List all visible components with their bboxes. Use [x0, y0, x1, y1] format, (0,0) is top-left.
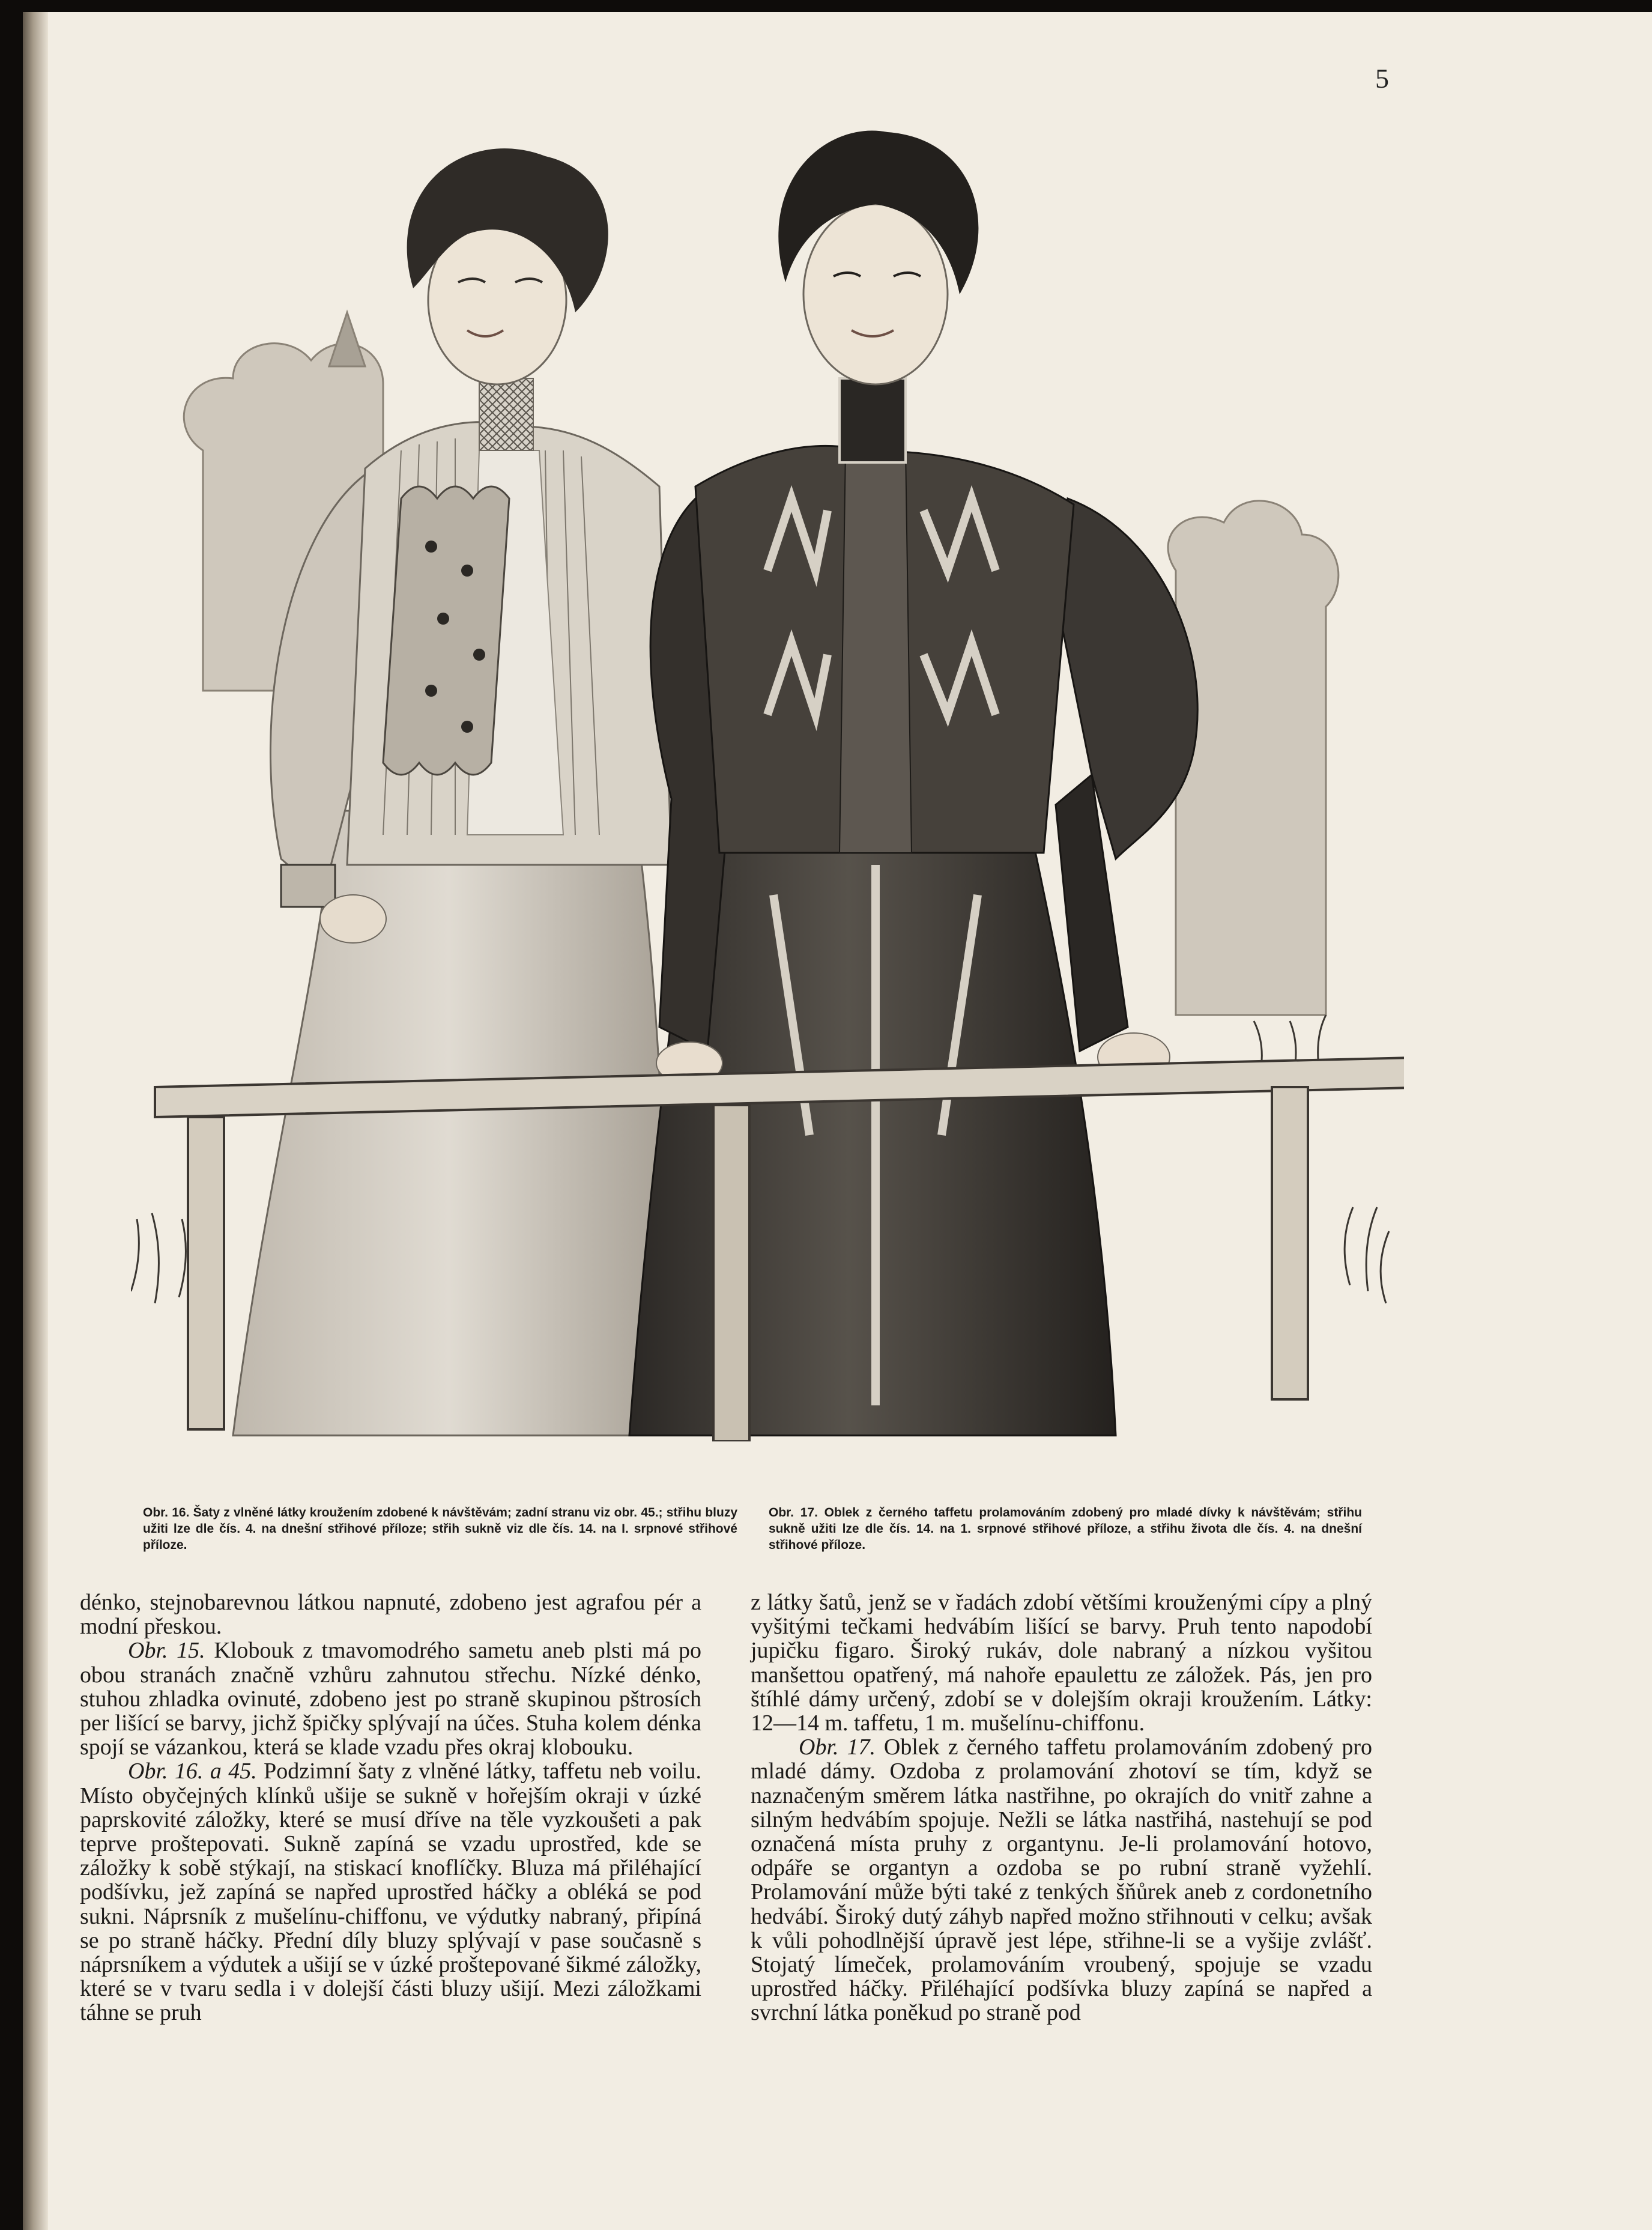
paragraph: Obr. 17. Oblek z černého taffetu prolamováním zdobený pro mladé dámy. Ozdoba z prolamování zhotoví se tím, když se naznačeným směrem látka nastřihne, po okrajích do vnitř zahne a silným hedvábím spojuje. Nežli se látka nastřihá, nastehují se pod označená místa pruhy z organtynu. Je-li prolamování hotovo, odpáře se organtyn a ozdoba se po rubní straně vyžehlí. Prolamování může býti také z tenkých šňůrek aneb z cordonetního hedvábí. Široký dutý záhyb napřed možno střihnouti v celku; avšak k vůli pohodlnější úpravě jest lépe, střihne-li se a vyšije zvlášť. Stojatý límeček, prolamováním vroubený, spojuje se vzadu uprostřed háčky. Přiléhající podšívka bluzy zapíná se napřed a svrchní látka poněkud po straně pod — [751, 1735, 1372, 2026]
fashion-illustration — [131, 114, 1404, 1441]
page-number: 5 — [1375, 63, 1389, 94]
binding-gutter — [23, 12, 48, 2230]
figure-reference: Obr. 15. — [128, 1638, 205, 1664]
paragraph: dénko, stejnobarevnou látkou napnuté, zdobeno jest agrafou pér a modní přeskou. — [80, 1590, 701, 1640]
caption-figure-16: Obr. 16. Šaty z vlněné látky kroužením zdobené k návštěvám; zadní stranu viz obr. 45.; střihu bluzy užiti lze dle čís. 4. na dnešní střihové příloze; střih sukně viz dle čís. 14. na I. srpnové střihové příloze. — [143, 1506, 737, 1552]
figure-reference: Obr. 16. a 45. — [128, 1759, 257, 1784]
magazine-page — [23, 12, 1652, 2230]
paragraph: Obr. 15. Klobouk z tmavomodrého sametu aneb plsti má po obou stranách značně vzhůru zahnutou střechu. Nízké dénko, stuhou zhladka ovinuté, zdobeno jest po straně skupinou pštrosích per lišící se barvy, jichž špičky splývají na účes. Stuha kolem dénka spojí se vázankou, která se klade vzadu přes okraj klobouku. — [80, 1638, 701, 1760]
text-column-left — [80, 1590, 701, 2025]
caption-figure-17: Obr. 17. Oblek z černého taffetu prolamováním zdobený pro mladé dívky k návštěvám; střihu sukně užiti lze dle čís. 14. na 1. srpnové střihové příloze, a střihu života dle čís. 4. na dnešní střihové příloze. — [769, 1506, 1362, 1552]
paragraph: z látky šatů, jenž se v řadách zdobí většími krouženými cípy a plný vyšitými tečkami hedvábím lišící se barvy. Pruh tento napodobí jupičku figaro. Široký rukáv, dole nabraný a nízkou vyšitou manšettou opatřený, má nahoře epaulettu ze záložek. Pás, jen pro štíhlé dámy určený, zdobí se v dolejším okraji kroužením. Látky: 12—14 m. taffetu, 1 m. mušelínu-chiffonu. — [751, 1590, 1372, 1736]
left-figure — [233, 148, 671, 1435]
paragraph: Obr. 16. a 45. Podzimní šaty z vlněné látky, taffetu neb voilu. Místo obyčejných klínků ušije se sukně v hořejším okraji v úzké paprskovité záložky, které se musí dříve na těle vyzkoušeti a pak teprve proštepovati. Sukně zapíná se vzadu uprostřed, kde se záložky k sobě stýkají, na stiskací knoflíčky. Bluza má přiléhající podšívku, jež zapíná se napřed uprostřed háčky a obléká se pod sukni. Náprsník z mušelínu-chiffonu, ve výdutky nabraný, připíná se po straně háčky. Přední díly bluzy splývají v pase současně s náprsníkem a výdutek a ušijí se v úzké proštepované šikmé záložky, které se v tvaru sedla i v dolejší části bluzy ušijí. Mezi záložkami táhne se pruh — [80, 1759, 701, 2026]
figure-reference: Obr. 17. — [799, 1735, 876, 1760]
text-column-right — [751, 1590, 1372, 2025]
